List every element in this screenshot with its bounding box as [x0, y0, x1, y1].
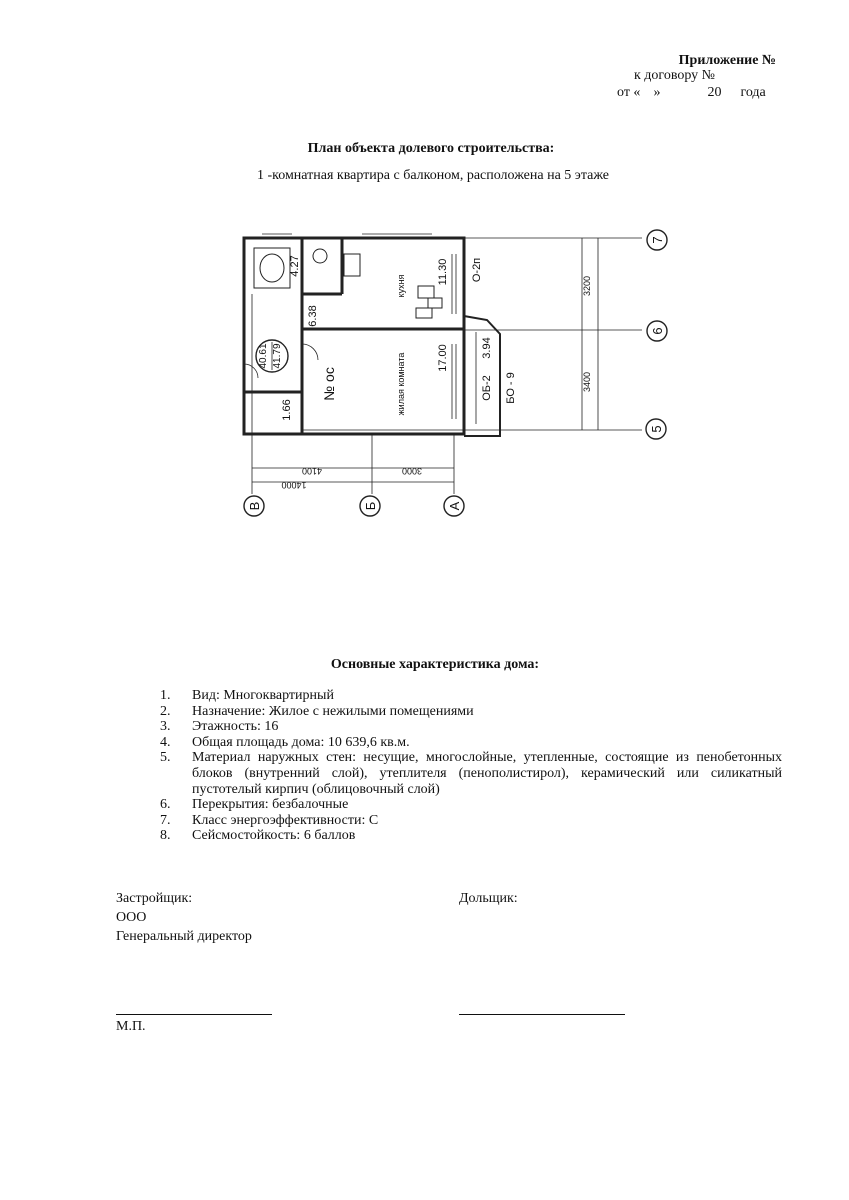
- area-balcony: 3.94: [481, 337, 493, 359]
- svg-text:3000: 3000: [401, 466, 423, 476]
- list-item: 7. Класс энергоэффективности: С: [160, 812, 379, 828]
- list-item: 6. Перекрытия: безбалочные: [160, 797, 349, 813]
- svg-text:3400: 3400: [582, 371, 592, 393]
- kitchen-furniture: [416, 286, 442, 318]
- area-kitchen: 11.30: [437, 258, 449, 286]
- dimension-lines: [252, 238, 598, 482]
- date-from: от «: [617, 85, 641, 100]
- developer-label: Застройщик:: [116, 891, 193, 906]
- area-hall: 6.38: [307, 305, 319, 327]
- svg-text:6: 6: [650, 327, 665, 335]
- developer-block: [116, 889, 252, 946]
- characteristics-heading: Основные характеристика дома:: [330, 657, 540, 672]
- date-word: года: [740, 85, 766, 100]
- svg-text:4100: 4100: [301, 466, 323, 476]
- axis-marker-a: [444, 496, 464, 516]
- stamp-label: М.П.: [116, 1019, 146, 1034]
- list-item: 8. Сейсмостойкость: 6 баллов: [160, 828, 356, 844]
- axis-marker-6: [647, 321, 667, 341]
- contract-label: к договору №: [634, 68, 716, 83]
- area-living: 17.00: [437, 344, 449, 372]
- list-item: 1. Вид: Многоквартирный: [160, 688, 334, 703]
- developer-signature-line: [116, 1014, 272, 1015]
- area-bath: 4.27: [289, 255, 301, 277]
- svg-text:7: 7: [650, 236, 665, 244]
- svg-text:В: В: [247, 501, 262, 511]
- list-item: 5. Материал наружных стен: несущие, многослойные, утепленные, состоящие из пенобетонных блоков (внутренний слой), утеплителя (пенополистирол), керамический или силикатный пустотелый кирпич (облицовочный слой): [160, 750, 782, 797]
- shareholder-label: Дольщик:: [459, 891, 518, 906]
- area-storage: 1.66: [281, 399, 293, 421]
- developer-org: ООО: [116, 910, 147, 925]
- date-line: [617, 84, 766, 102]
- axis-marker-v: [244, 496, 264, 516]
- shareholder-signature-line: [459, 1014, 625, 1015]
- appendix-label: Приложение №: [678, 53, 776, 68]
- page-subtitle: 1 -комнатная квартира с балконом, расположена на 5 этаже: [256, 168, 610, 183]
- room-number: № ос: [321, 367, 337, 401]
- svg-text:41.79: 41.79: [272, 343, 283, 369]
- axis-marker-b: [360, 496, 380, 516]
- svg-text:3200: 3200: [582, 275, 592, 297]
- svg-text:40.61: 40.61: [258, 343, 269, 369]
- svg-text:А: А: [447, 501, 462, 511]
- developer-title: Генеральный директор: [116, 929, 252, 944]
- list-item: 2. Назначение: Жилое с нежилыми помещениями: [160, 703, 474, 719]
- svg-text:Б: Б: [363, 501, 378, 511]
- bathroom-fixtures: [254, 248, 360, 288]
- total-area-marker: [256, 340, 288, 372]
- date-year: 20: [707, 85, 722, 100]
- window-o2p: О-2п: [471, 257, 483, 283]
- axis-marker-5: [646, 419, 666, 439]
- living-room-label: жилая комната: [396, 352, 406, 416]
- room-labels: [281, 255, 517, 420]
- list-item: 4. Общая площадь дома: 10 639,6 кв.м.: [160, 734, 410, 750]
- characteristics-list: [160, 688, 782, 844]
- page-title: План объекта долевого строительства:: [307, 141, 555, 156]
- apartment-walls: [244, 238, 464, 434]
- date-close: »: [653, 85, 661, 100]
- svg-text:5: 5: [649, 425, 664, 433]
- door-bo9: БО - 9: [505, 372, 517, 404]
- axis-marker-7: [647, 230, 667, 250]
- window-ob2: ОБ-2: [481, 375, 493, 401]
- svg-text:14000: 14000: [281, 480, 307, 490]
- kitchen-label: кухня: [396, 274, 406, 298]
- floor-plan: [232, 224, 692, 524]
- list-item: 3. Этажность: 16: [160, 719, 279, 735]
